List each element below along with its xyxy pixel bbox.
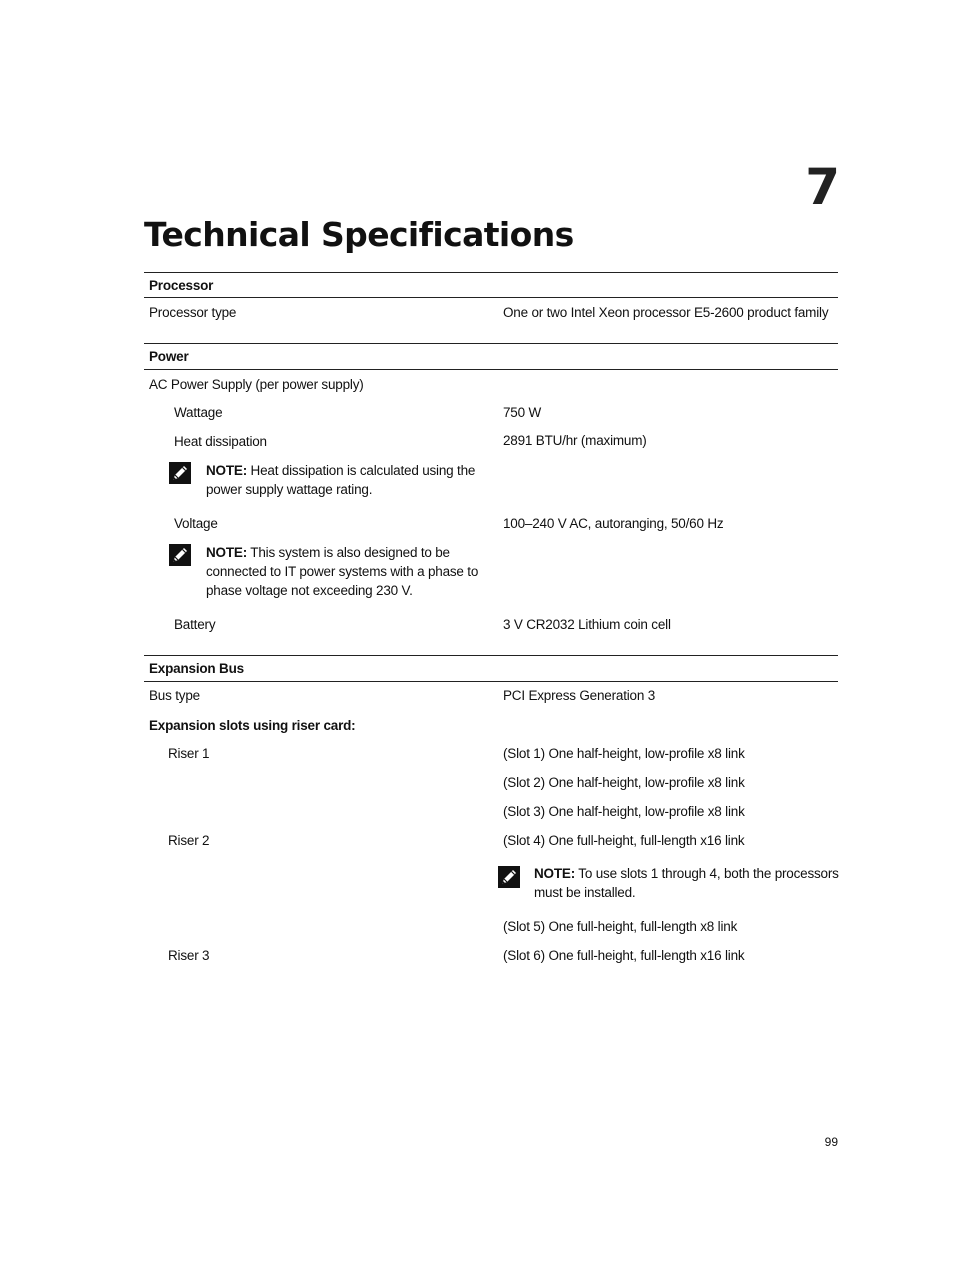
note-processors-required	[534, 864, 838, 902]
battery-value: 3 V CR2032 Lithium coin cell	[503, 617, 671, 632]
section-heading-expansion-bus: Expansion Bus	[149, 661, 244, 676]
note-text-line: Heat dissipation is calculated using the	[247, 463, 476, 478]
note-label: NOTE:	[206, 545, 247, 560]
section-rule-bottom	[144, 681, 838, 682]
wattage-label: Wattage	[174, 405, 223, 420]
pencil-note-icon	[498, 866, 520, 888]
section-rule-top	[144, 272, 838, 273]
slot-3-value: (Slot 3) One half-height, low-profile x8 link	[503, 804, 745, 819]
battery-label: Battery	[174, 617, 216, 632]
slot-5-value: (Slot 5) One full-height, full-length x8 link	[503, 919, 738, 934]
page-title: Technical Specifications	[144, 215, 574, 254]
note-text-line: must be installed.	[534, 885, 636, 900]
note-text-line: To use slots 1 through 4, both the processors	[575, 866, 839, 881]
processor-type-value: One or two Intel Xeon processor E5-2600 product family	[503, 305, 829, 320]
bus-type-value: PCI Express Generation 3	[503, 688, 656, 703]
note-it-power-systems	[206, 543, 496, 600]
ac-power-supply-label: AC Power Supply (per power supply)	[149, 377, 364, 392]
expansion-slots-heading: Expansion slots using riser card:	[149, 718, 356, 733]
riser-2-label: Riser 2	[168, 833, 210, 848]
voltage-value: 100–240 V AC, autoranging, 50/60 Hz	[503, 516, 724, 531]
slot-1-value: (Slot 1) One half-height, low-profile x8 link	[503, 746, 745, 761]
section-rule-bottom	[144, 369, 838, 370]
section-heading-power: Power	[149, 349, 189, 364]
note-text-line: This system is also designed to be	[247, 545, 450, 560]
note-label: NOTE:	[534, 866, 575, 881]
section-rule-top	[144, 343, 838, 344]
bus-type-label: Bus type	[149, 688, 200, 703]
wattage-value: 750 W	[503, 405, 542, 420]
note-heat-dissipation	[206, 461, 496, 499]
note-label: NOTE:	[206, 463, 247, 478]
slot-6-value: (Slot 6) One full-height, full-length x16 link	[503, 948, 745, 963]
section-rule-top	[144, 655, 838, 656]
slot-4-value: (Slot 4) One full-height, full-length x16 link	[503, 833, 745, 848]
heat-dissipation-label: Heat dissipation	[174, 434, 267, 449]
riser-3-label: Riser 3	[168, 948, 210, 963]
heat-dissipation-value: 2891 BTU/hr (maximum)	[503, 433, 647, 448]
section-heading-processor: Processor	[149, 278, 214, 293]
note-text-line: phase voltage not exceeding 230 V.	[206, 583, 413, 598]
processor-type-label: Processor type	[149, 305, 237, 320]
slot-2-value: (Slot 2) One half-height, low-profile x8 link	[503, 775, 745, 790]
page-number: 99	[824, 1135, 838, 1149]
note-text-line: connected to IT power systems with a phase to	[206, 564, 479, 579]
pencil-note-icon	[169, 544, 191, 566]
pencil-note-icon	[169, 462, 191, 484]
section-rule-bottom	[144, 297, 838, 298]
chapter-number: 7	[805, 158, 840, 216]
voltage-label: Voltage	[174, 516, 218, 531]
note-text-line: power supply wattage rating.	[206, 482, 373, 497]
riser-1-label: Riser 1	[168, 746, 210, 761]
